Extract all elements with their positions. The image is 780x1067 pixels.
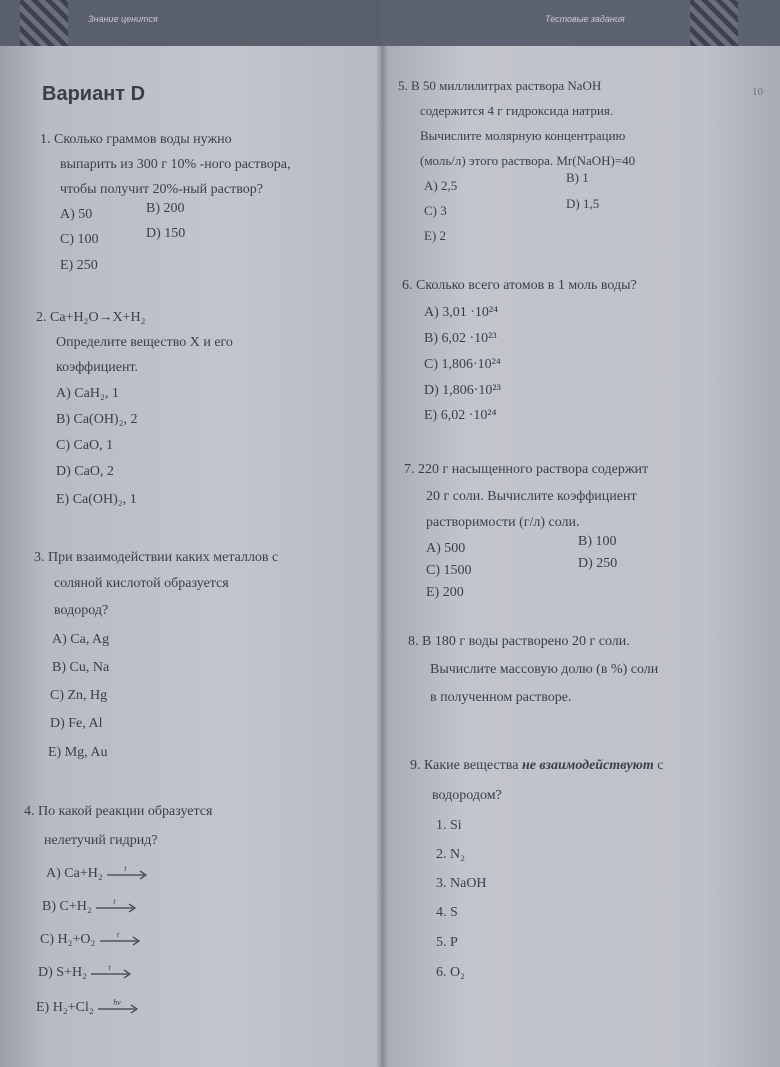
question-text: коэффициент. [56,360,138,375]
answer-option: D) 150 [146,226,186,241]
question-text: водород? [54,603,109,618]
answer-option [38,962,134,981]
page-number: 10 [752,86,763,98]
answer-option: A) Ca, Ag [52,632,110,647]
answer-option: C) 1,806·10²⁴ [424,357,501,372]
question-text: Определите вещество X и его [56,335,233,350]
answer-option: D) 1,5 [566,196,600,211]
emphasis-text: не взаимодействуют [521,758,654,773]
answer-option: 4. S [436,905,458,920]
question-text: Вычислите массовую долю (в %) соли [430,662,659,677]
arrow-label: t [113,896,116,906]
question-text: 5. В 50 миллилитрах раствора NaOH [398,78,602,93]
answer-option: E) Mg, Au [48,745,108,760]
answer-option: C) 1500 [426,563,472,578]
arrow-label: hv [113,997,121,1007]
answer-option: C) Zn, Hg [50,688,108,703]
question-text: чтобы получит 20%-ный раствор? [60,182,263,197]
question-text: (моль/л) этого раствора. Mr(NaOH)=40 [420,153,636,168]
answer-option: B) 200 [146,201,185,216]
reaction-text: C) H₂+O₂ [40,932,96,947]
answer-option: B) 1 [566,170,589,185]
answer-option: A) CaH₂, 1 [56,386,119,401]
answer-option: A) 500 [426,541,466,556]
question-text: 2. Ca+H₂O→X+H₂ [36,310,146,325]
question-text: 20 г соли. Вычислите коэффициент [426,489,637,504]
answer-option: E) 6,02 ·10²⁴ [424,408,497,423]
header-pattern-icon [20,0,68,46]
answer-option: 5. P [436,935,458,950]
left-header-text: Знание ценится [88,14,158,24]
question-text [410,758,664,774]
answer-option: 3. NaOH [436,876,487,891]
answer-option: 6. O₂ [436,965,465,980]
question-text: водородом? [432,788,502,803]
question-text: 4. По какой реакции образуется [24,804,213,819]
answer-option: C) 3 [424,203,447,218]
reaction-text: B) C+H₂ [42,899,92,914]
question-text: 3. При взаимодействии каких металлов с [34,550,279,565]
question-text: растворимости (г/л) соли. [426,515,580,530]
answer-option: B) Ca(OH)₂, 2 [56,412,138,427]
answer-option: C) CaO, 1 [56,438,114,453]
answer-option [46,863,150,882]
question-text: выпарить из 300 г 10% -ного раствора, [60,157,291,172]
answer-option: 1. Si [436,818,462,833]
book-gutter [376,0,388,1067]
reaction-arrow-icon [90,962,134,980]
answer-option [42,896,139,915]
question-text: 1. Сколько граммов воды нужно [40,132,232,147]
answer-option: D) Fe, Al [50,716,103,731]
answer-option: D) 250 [578,556,618,571]
question-text: соляной кислотой образуется [54,576,229,591]
question-text: 8. В 180 г воды растворено 20 г соли. [408,634,630,649]
reaction-arrow-icon [95,896,139,914]
answer-option: D) 1,806·10²³ [424,383,501,398]
question-text: в полученном растворе. [430,690,572,705]
question-text-part: с [653,758,664,773]
answer-option: B) Cu, Na [52,660,110,675]
reaction-text: E) H₂+Cl₂ [36,1000,94,1015]
answer-option: A) 50 [60,207,93,222]
header-pattern-icon [690,0,738,46]
answer-option: A) 3,01 ·10²⁴ [424,305,499,320]
page-title: Вариант D [42,83,146,105]
answer-option: 2. N₂ [436,847,465,862]
arrow-label: t [116,929,120,939]
reaction-text: D) S+H₂ [38,965,87,980]
answer-option: E) 200 [426,585,464,600]
answer-option: E) Ca(OH)₂, 1 [56,492,137,507]
reaction-arrow-icon [99,929,143,947]
answer-option: E) 2 [424,228,447,243]
answer-option [40,929,143,948]
question-text: нелетучий гидрид? [44,833,158,848]
question-text: Вычислите молярную концентрацию [420,128,626,143]
answer-option: B) 100 [578,534,617,549]
question-text-part: 9. Какие вещества [410,758,522,773]
answer-option: C) 100 [60,232,99,247]
answer-option: B) 6,02 ·10²³ [424,331,497,346]
reaction-arrow-icon [106,863,150,881]
answer-option [36,997,141,1016]
arrow-label: t [124,863,127,873]
right-header-text: Тестовые задания [545,14,625,24]
question-text: содержится 4 г гидроксида натрия. [420,103,614,118]
arrow-label: t [108,962,111,972]
answer-option: A) 2,5 [424,178,458,193]
answer-option: E) 250 [60,258,98,273]
question-text: 6. Сколько всего атомов в 1 моль воды? [402,278,637,293]
reaction-arrow-icon [97,997,141,1015]
question-text: 7. 220 г насыщенного раствора содержит [404,462,649,477]
reaction-text: A) Ca+H₂ [46,866,103,881]
answer-option: D) CaO, 2 [56,464,114,479]
